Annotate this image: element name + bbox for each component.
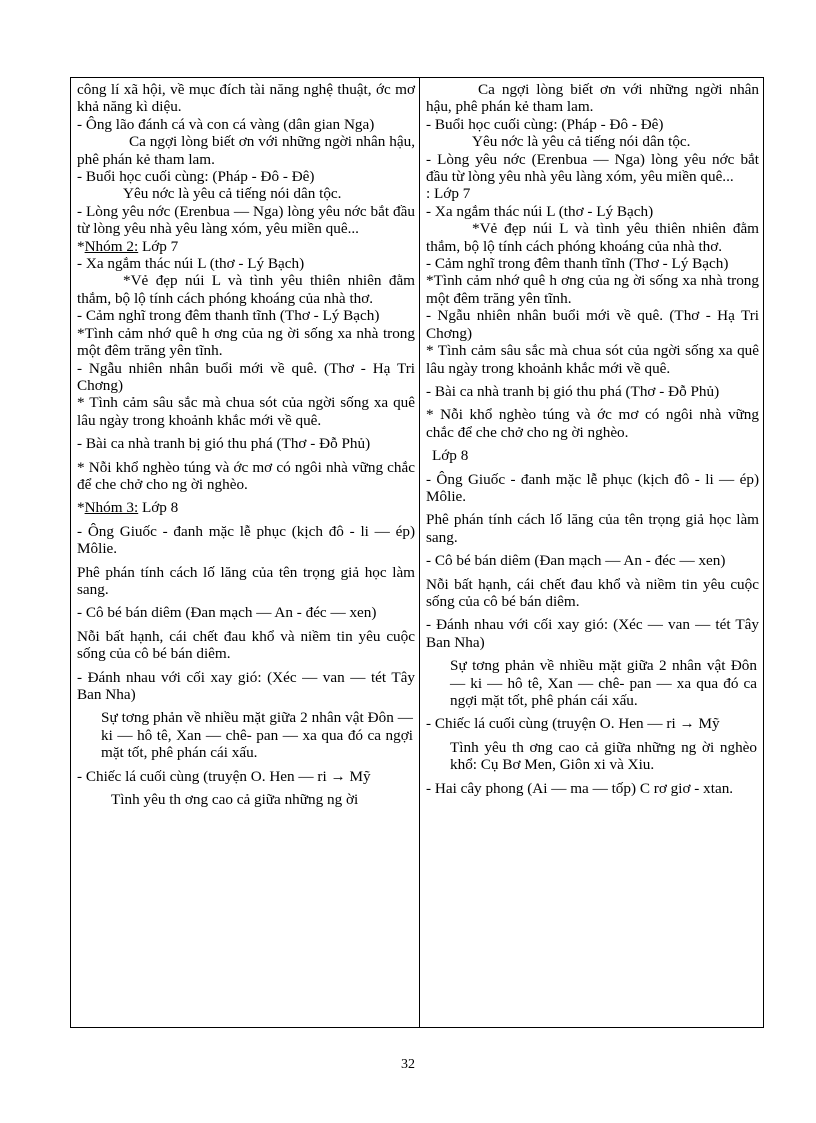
paragraph: - Cảm nghĩ trong đêm thanh tĩnh (Thơ - Lý Bạch) [426, 255, 729, 273]
paragraph: *Nhóm 2: Lớp 7 [77, 237, 179, 255]
paragraph: - Đánh nhau với cối xay gió: (Xéc — van — tét Tây Ban Nha) [426, 616, 759, 651]
paragraph: Lớp 8 [432, 447, 469, 465]
paragraph: - Buổi học cuối cùng: (Pháp - Đô - Đê) [426, 115, 664, 133]
right-column [420, 78, 763, 1027]
paragraph: - Bài ca nhà tranh bị gió thu phá (Thơ - Đỗ Phủ) [77, 435, 371, 453]
page-number: 32 [401, 1057, 415, 1072]
paragraph: * Nỗi khổ nghèo túng và ớc mơ có ngôi nhà vững chắc để che chở cho ng ời nghèo. [426, 406, 759, 441]
paragraph: - Bài ca nhà tranh bị gió thu phá (Thơ - Đỗ Phủ) [426, 382, 720, 400]
paragraph: Ca ngợi lòng biết ơn với những ngời nhân hậu, phê phán kẻ tham lam. [77, 133, 415, 168]
paragraph: Tình yêu th ơng cao cả giữa những ng ời [111, 791, 359, 809]
paragraph: - Xa ngắm thác núi L (thơ - Lý Bạch) [426, 202, 654, 220]
paragraph: Sự tơng phản về nhiều mặt giữa 2 nhân vật Đôn — ki — hô tê, Xan — chê- pan — xa qua đó ca ngợi mặt tốt, phê phán cái xấu. [101, 709, 413, 762]
paragraph: - Chiếc lá cuối cùng (truyện O. Hen — ri → Mỹ [77, 767, 371, 785]
paragraph: Phê phán tính cách lố lăng của tên trọng giả học làm sang. [426, 511, 759, 546]
paragraph: Ca ngợi lòng biết ơn với những ngời nhân hậu, phê phán kẻ tham lam. [426, 81, 759, 116]
paragraph: - Ngẫu nhiên nhân buổi mới về quê. (Thơ - Hạ Tri Chơng) [77, 359, 415, 394]
paragraph: - Cảm nghĩ trong đêm thanh tĩnh (Thơ - Lý Bạch) [77, 307, 380, 325]
paragraph: : Lớp 7 [426, 185, 471, 203]
left-column [71, 78, 420, 1027]
paragraph: - Hai cây phong (Ai — ma — tốp) C rơ giơ - xtan. [426, 779, 734, 797]
paragraph: - Ngẫu nhiên nhân buổi mới về quê. (Thơ - Hạ Tri Chơng) [426, 307, 759, 342]
paragraph: Tình yêu th ơng cao cả giữa những ng ời nghèo khổ: Cụ Bơ Men, Giôn xi và Xiu. [450, 738, 757, 774]
paragraph: Nỗi bất hạnh, cái chết đau khổ và niềm tin yêu cuộc sống của cô bé bán diêm. [77, 627, 415, 663]
paragraph: Sự tơng phản về nhiều mặt giữa 2 nhân vật Đôn — ki — hô tê, Xan — chê- pan — xa qua đó ca ngợi mặt tốt, phê phán cái xấu. [450, 657, 757, 709]
paragraph: - Ông Giuốc - đanh mặc lễ phục (kịch đô - li — ép) Môlie. [77, 522, 415, 558]
paragraph: - Ông Giuốc - đanh mặc lễ phục (kịch đô - li — ép) Môlie. [426, 470, 759, 505]
paragraph: - Lòng yêu nớc (Erenbua — Nga) lòng yêu nớc bắt đầu từ lòng yêu nhà yêu làng xóm, yêu miền quê... [77, 202, 415, 238]
paragraph: Phê phán tính cách lố lăng của tên trọng giả học làm sang. [77, 563, 415, 598]
paragraph: Nỗi bất hạnh, cái chết đau khổ và niềm tin yêu cuộc sống của cô bé bán diêm. [426, 575, 759, 610]
paragraph: *Tình cảm nhớ quê h ơng của ng ời sống xa nhà trong một đêm trăng yên tĩnh. [426, 272, 759, 307]
paragraph: - Chiếc lá cuối cùng (truyện O. Hen — ri → Mỹ [426, 715, 720, 733]
paragraph: công lí xã hội, về mục đích tài năng nghệ thuật, ớc mơ khả năng kì diệu. [77, 81, 415, 116]
paragraph: *Tình cảm nhớ quê h ơng của ng ời sống xa nhà trong một đêm trăng yên tĩnh. [77, 324, 415, 360]
paragraph: - Lòng yêu nớc (Erenbua — Nga) lòng yêu nớc bắt đầu từ lòng yêu nhà yêu làng xóm, yêu miền quê... [426, 150, 759, 186]
paragraph: Yêu nớc là yêu cả tiếng nói dân tộc. [472, 133, 691, 151]
paragraph: *Vẻ đẹp núi L và tình yêu thiên nhiên đằm thắm, bộ lộ tính cách phóng khoáng của nhà thơ. [426, 220, 759, 255]
two-column-table [70, 77, 764, 1028]
paragraph: * Tình cảm sâu sắc mà chua sót của ngời sống xa quê lâu ngày trong khoảnh khắc mới về quê. [77, 394, 415, 429]
paragraph: - Buổi học cuối cùng: (Pháp - Đô - Đê) [77, 168, 315, 186]
paragraph: * Tình cảm sâu sắc mà chua sót của ngời sống xa quê lâu ngày trong khoảnh khắc mới về quê. [426, 342, 759, 377]
paragraph: Yêu nớc là yêu cả tiếng nói dân tộc. [123, 185, 342, 203]
paragraph: - Ông lão đánh cá và con cá vàng (dân gian Nga) [77, 115, 375, 133]
paragraph: - Cô bé bán diêm (Đan mạch — An - đéc — xen) [77, 604, 377, 622]
paragraph: * Nỗi khổ nghèo túng và ớc mơ có ngôi nhà vững chắc để che chở cho ng ời nghèo. [77, 458, 415, 493]
paragraph: *Vẻ đẹp núi L và tình yêu thiên nhiên đằm thắm, bộ lộ tính cách phóng khoáng của nhà thơ. [77, 272, 415, 307]
paragraph: - Đánh nhau với cối xay gió: (Xéc — van — tét Tây Ban Nha) [77, 668, 415, 703]
paragraph: - Xa ngắm thác núi L (thơ - Lý Bạch) [77, 255, 305, 273]
paragraph: *Nhóm 3: Lớp 8 [77, 499, 179, 517]
paragraph: - Cô bé bán diêm (Đan mạch — An - đéc — xen) [426, 552, 726, 570]
